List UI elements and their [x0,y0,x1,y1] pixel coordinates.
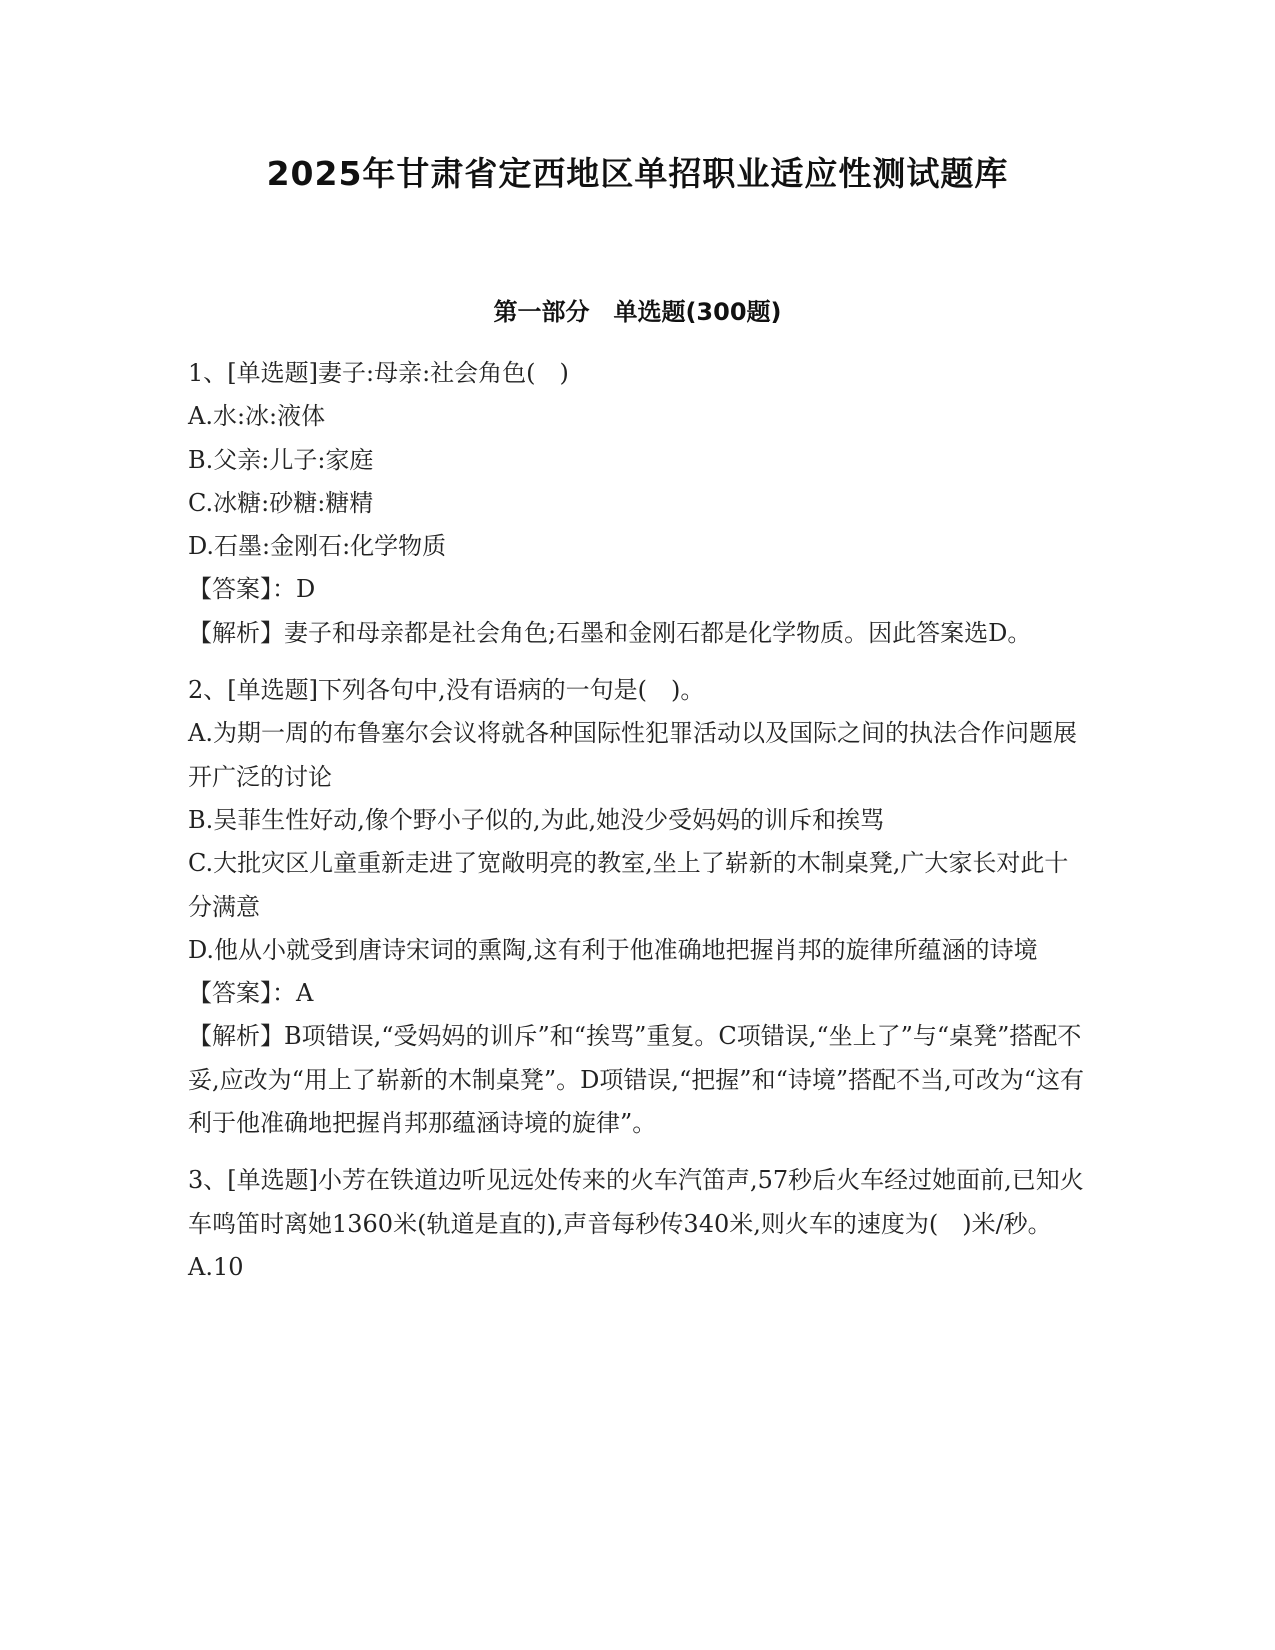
document-title: 2025年甘肃省定西地区单招职业适应性测试题库 [266,154,1009,193]
analysis: 【解析】B项错误,“受妈妈的训斥”和“挨骂”重复。C项错误,“坐上了”与“桌凳”搭配不妥,应改为“用上了崭新的木制桌凳”。D项错误,“把握”和“诗境”搭配不当,可改为“这有利于他准确地把握肖邦那蕴涵诗境的旋律”。 [188,1022,1085,1138]
option-a: A.水:冰:液体 [188,402,326,431]
question-stem: 3、[单选题]小芳在铁道边听见远处传来的火车汽笛声,57秒后火车经过她面前,已知火车鸣笛时离她1360米(轨道是直的),声音每秒传340米,则火车的速度为( )米/秒。 [188,1166,1084,1238]
option-d: D.石墨:金刚石:化学物质 [188,532,447,561]
answer: 【答案】：D [188,575,316,604]
option-c: C.大批灾区儿童重新走进了宽敞明亮的教室,坐上了崭新的木制桌凳,广大家长对此十分满意 [188,849,1069,921]
question-2 [188,669,1088,1145]
question-list [188,352,1088,1303]
section-heading: 第一部分 单选题(300题) [493,298,782,326]
question-3 [188,1159,1088,1289]
question-1 [188,352,1088,655]
option-b: B.父亲:儿子:家庭 [188,445,374,474]
option-c: C.冰糖:砂糖:糖精 [188,488,374,517]
analysis: 【解析】妻子和母亲都是社会角色;石墨和金刚石都是化学物质。因此答案选D。 [188,618,1032,647]
answer: 【答案】：A [188,979,314,1008]
option-a: A.为期一周的布鲁塞尔会议将就各种国际性犯罪活动以及国际之间的执法合作问题展开广泛的讨论 [188,719,1077,791]
question-stem: 2、[单选题]下列各句中,没有语病的一句是( )。 [188,676,705,705]
option-a: A.10 [188,1252,244,1281]
question-stem: 1、[单选题]妻子:母亲:社会角色( ) [188,359,569,387]
option-d: D.他从小就受到唐诗宋词的熏陶,这有利于他准确地把握肖邦的旋律所蕴涵的诗境 [188,935,1038,964]
option-b: B.吴菲生性好动,像个野小子似的,为此,她没少受妈妈的训斥和挨骂 [188,805,885,834]
